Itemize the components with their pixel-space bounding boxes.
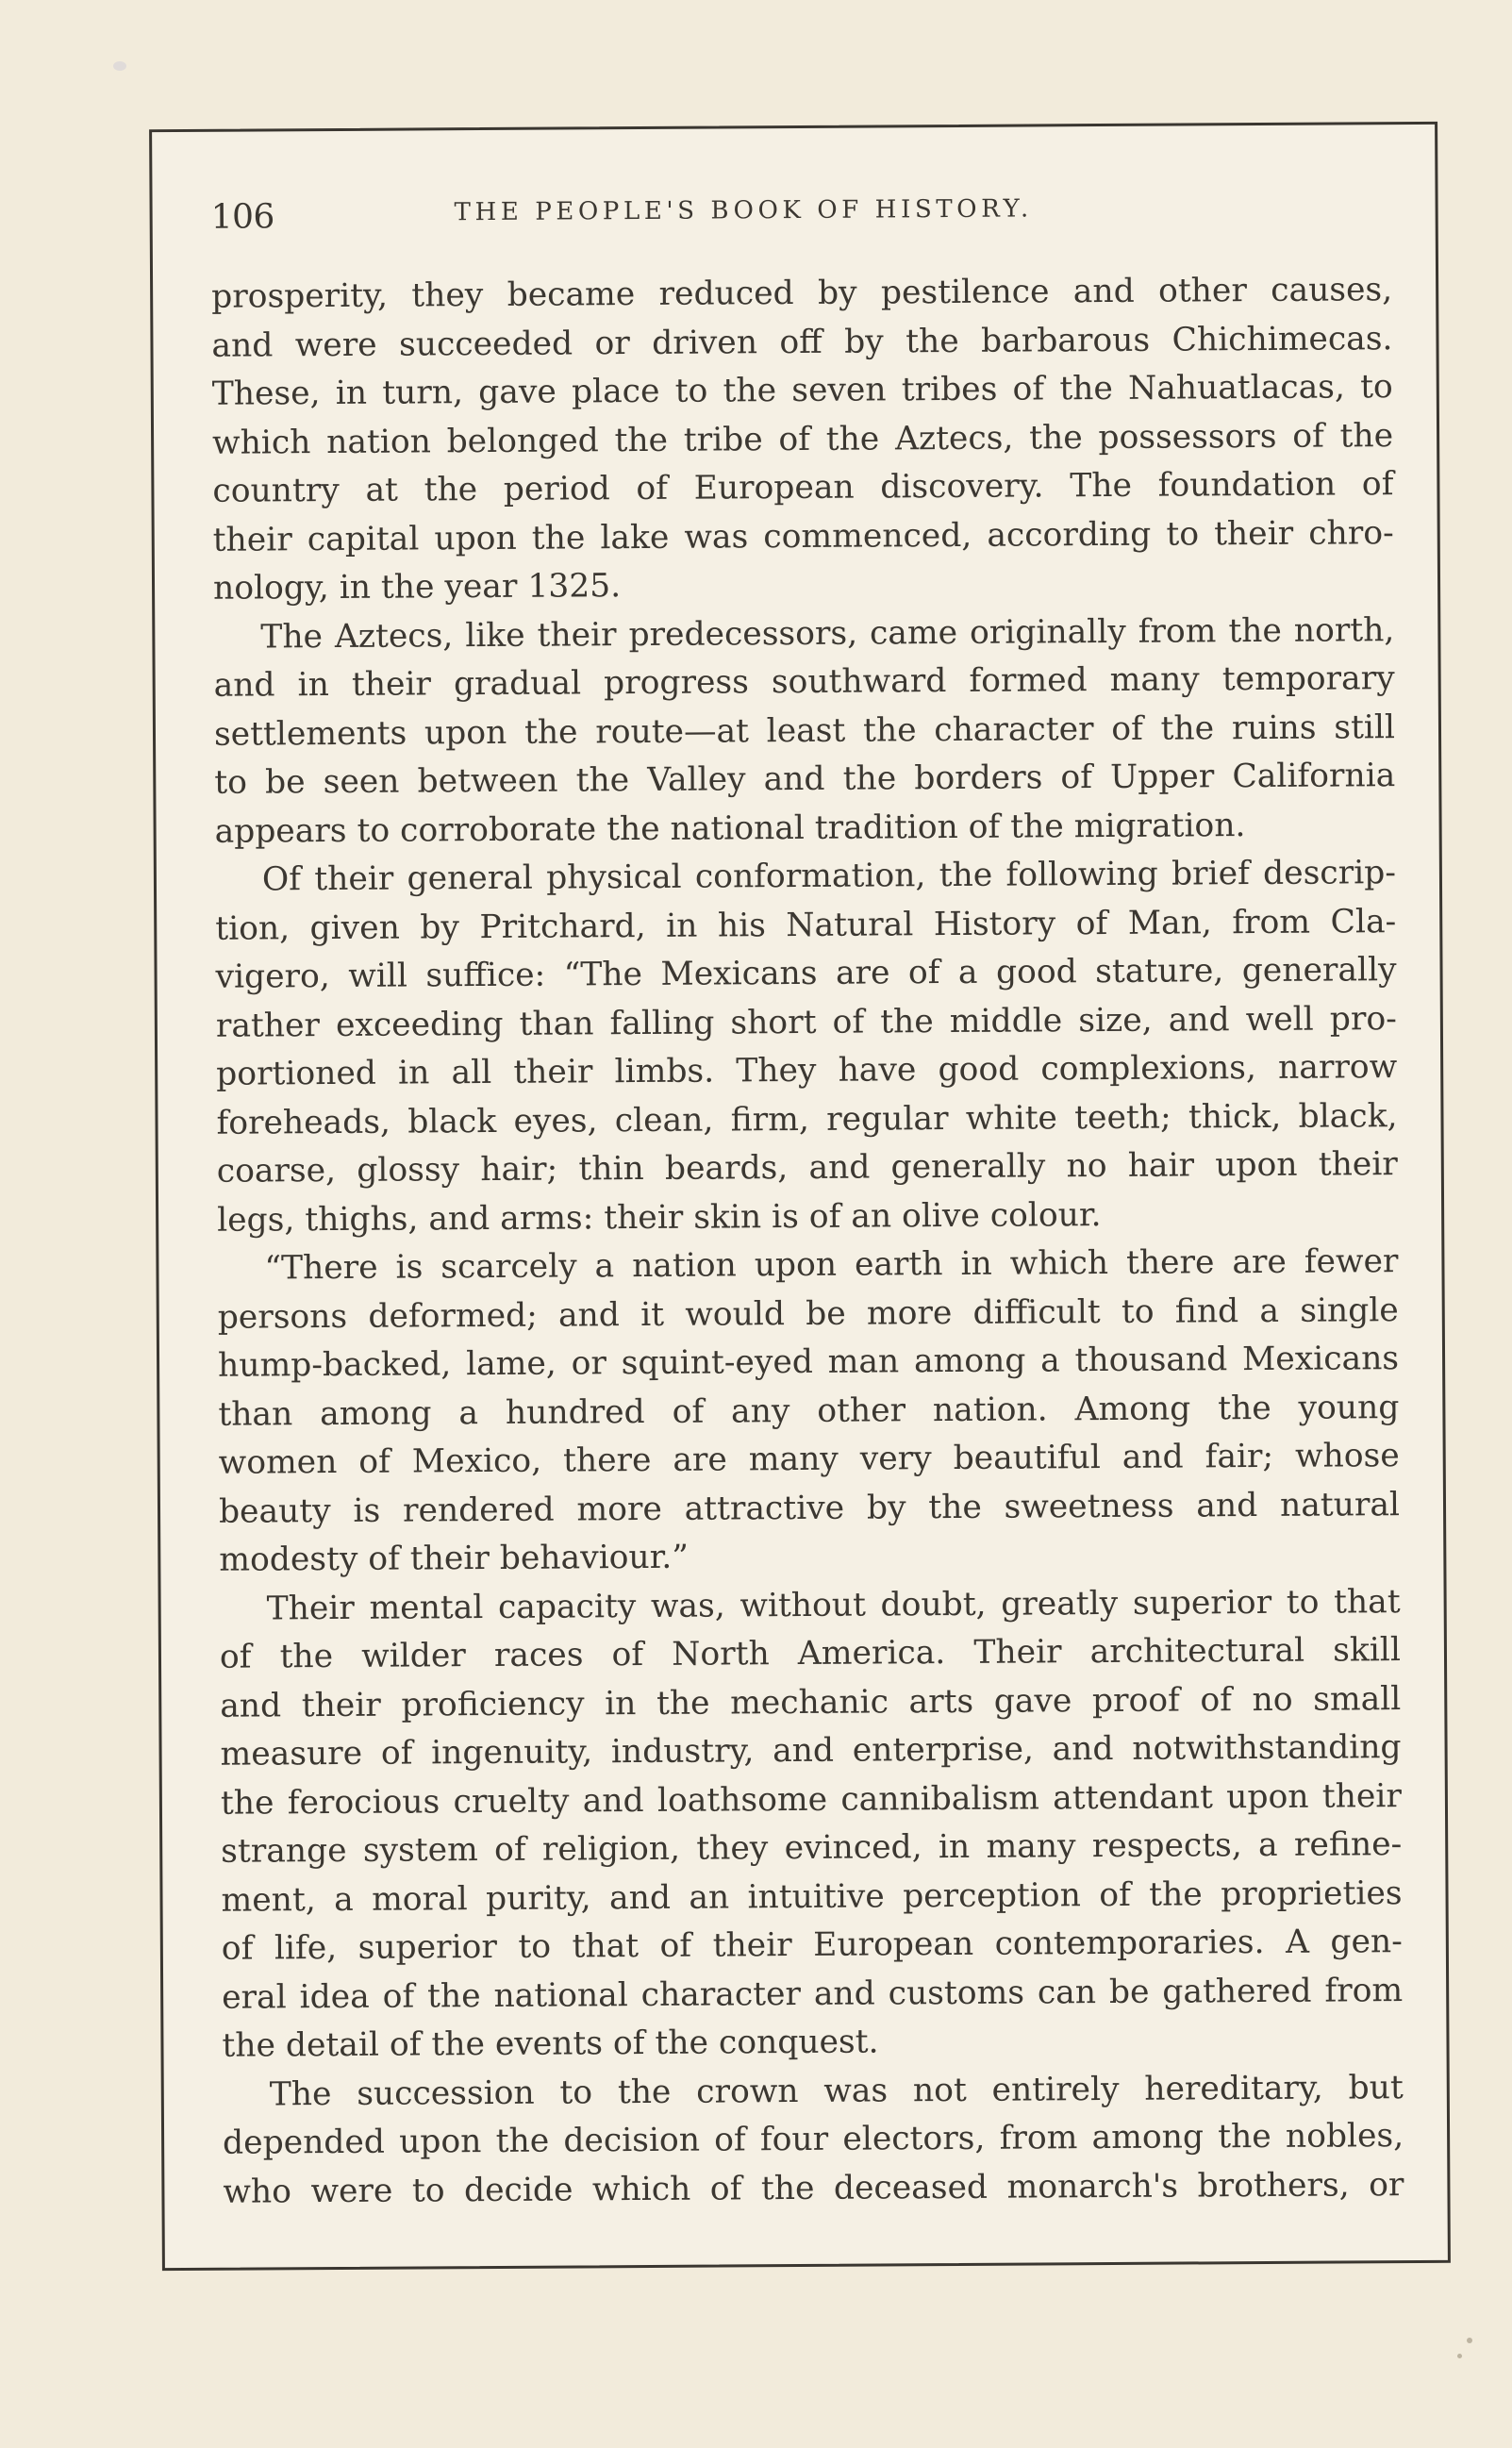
text-line: prosperity, they became reduced by pestilence and other causes, [211, 271, 1393, 316]
text-line: legs, thighs, and arms: their skin is of an olive colour. [217, 1195, 1102, 1240]
text-line: appears to corroborate the national tradition of the migration. [214, 806, 1246, 851]
text-line: depended upon the decision of four electors, from among the nobles, [222, 2117, 1404, 2162]
paragraph [220, 1578, 1404, 2072]
text-line: coarse, glossy hair; thin beards, and generally no hair upon their [216, 1145, 1398, 1191]
text-line: eral idea of the national character and customs can be gathered from [222, 1971, 1404, 2017]
running-title: THE PEOPLE'S BOOK OF HISTORY. [454, 194, 1033, 227]
text-line: portioned in all their limbs. They have good complexions, narrow [216, 1048, 1398, 1093]
text-line: and their proficiency in the mechanic arts gave proof of no small [220, 1679, 1402, 1725]
text-line: their capital upon the lake was commenced, according to their chro- [212, 513, 1394, 559]
text-line: country at the period of European discovery. The foundation of [212, 465, 1394, 510]
paper-speck [1457, 2354, 1462, 2358]
text-line: and in their gradual progress southward formed many temporary [213, 659, 1395, 705]
paragraph [217, 1238, 1400, 1585]
text-line: rather exceeding than falling short of the middle size, and well pro- [215, 999, 1397, 1045]
page-number: 106 [210, 197, 274, 237]
paragraph [223, 2064, 1404, 2217]
text-line: which nation belonged the tribe of the Aztecs, the possessors of the [211, 416, 1394, 462]
text-line: the detail of the events of the conquest. [222, 2023, 879, 2065]
text-line: The succession to the crown was not entirely hereditary, but [269, 2068, 1404, 2113]
text-line: vigero, will suffice: “The Mexicans are of a good stature, generally [215, 951, 1397, 996]
text-line: foreheads, black eyes, clean, firm, regular white teeth; thick, black, [216, 1096, 1398, 1142]
page-frame [149, 122, 1451, 2271]
text-line: of the wilder races of North America. Their architectural skill [219, 1631, 1402, 1676]
text-line: tion, given by Pritchard, in his Natural History of Man, from Cla- [215, 902, 1397, 948]
paragraph [215, 849, 1398, 1245]
text-line: settlements upon the route—at least the character of the ruins still [213, 708, 1396, 754]
text-line: women of Mexico, there are many very beautiful and fair; whose [218, 1437, 1400, 1482]
text-line: beauty is rendered more attractive by the sweetness and natural [218, 1485, 1401, 1531]
text-line: Of their general physical conformation, the following brief descrip- [261, 854, 1397, 899]
body-text [211, 266, 1404, 2217]
paper-speck [113, 61, 126, 71]
paragraph [213, 607, 1396, 857]
text-line: modesty of their behaviour.” [219, 1538, 690, 1579]
text-line: and were succeeded or driven off by the barbarous Chichimecas. [211, 319, 1393, 365]
text-line: than among a hundred of any other nation. Among the young [218, 1388, 1400, 1434]
text-line: “There is scarcely a nation upon earth in which there are fewer [264, 1242, 1399, 1288]
text-line: Their mental capacity was, without doubt, greatly superior to that [266, 1582, 1401, 1627]
text-line: to be seen between the Valley and the borders of Upper California [214, 757, 1396, 802]
running-head [210, 189, 1390, 237]
text-line: hump-backed, lame, or squint-eyed man among a thousand Mexicans [217, 1340, 1400, 1385]
text-line: ment, a moral purity, and an intuitive perception of the proprieties [221, 1873, 1403, 1920]
text-line: nology, in the year 1325. [212, 567, 622, 608]
text-line: persons deformed; and it would be more difficult to find a single [217, 1291, 1399, 1337]
text-line: The Aztecs, like their predecessors, came originally from the north, [260, 610, 1395, 656]
text-line: measure of ingenuity, industry, and enterprise, and notwithstanding [220, 1728, 1402, 1774]
paragraph [211, 266, 1394, 613]
text-line: the ferocious cruelty and loathsome cannibalism attendant upon their [220, 1776, 1403, 1823]
paper-speck [1467, 2338, 1472, 2343]
text-line: of life, superior to that of their European contemporaries. A gen- [221, 1923, 1403, 1968]
text-line: strange system of religion, they evinced, in many respects, a refine- [221, 1825, 1403, 1871]
text-line: These, in turn, gave place to the seven tribes of the Nahuatlacas, to [211, 368, 1393, 413]
text-line: who were to decide which of the deceased monarch's brothers, or [223, 2165, 1404, 2211]
